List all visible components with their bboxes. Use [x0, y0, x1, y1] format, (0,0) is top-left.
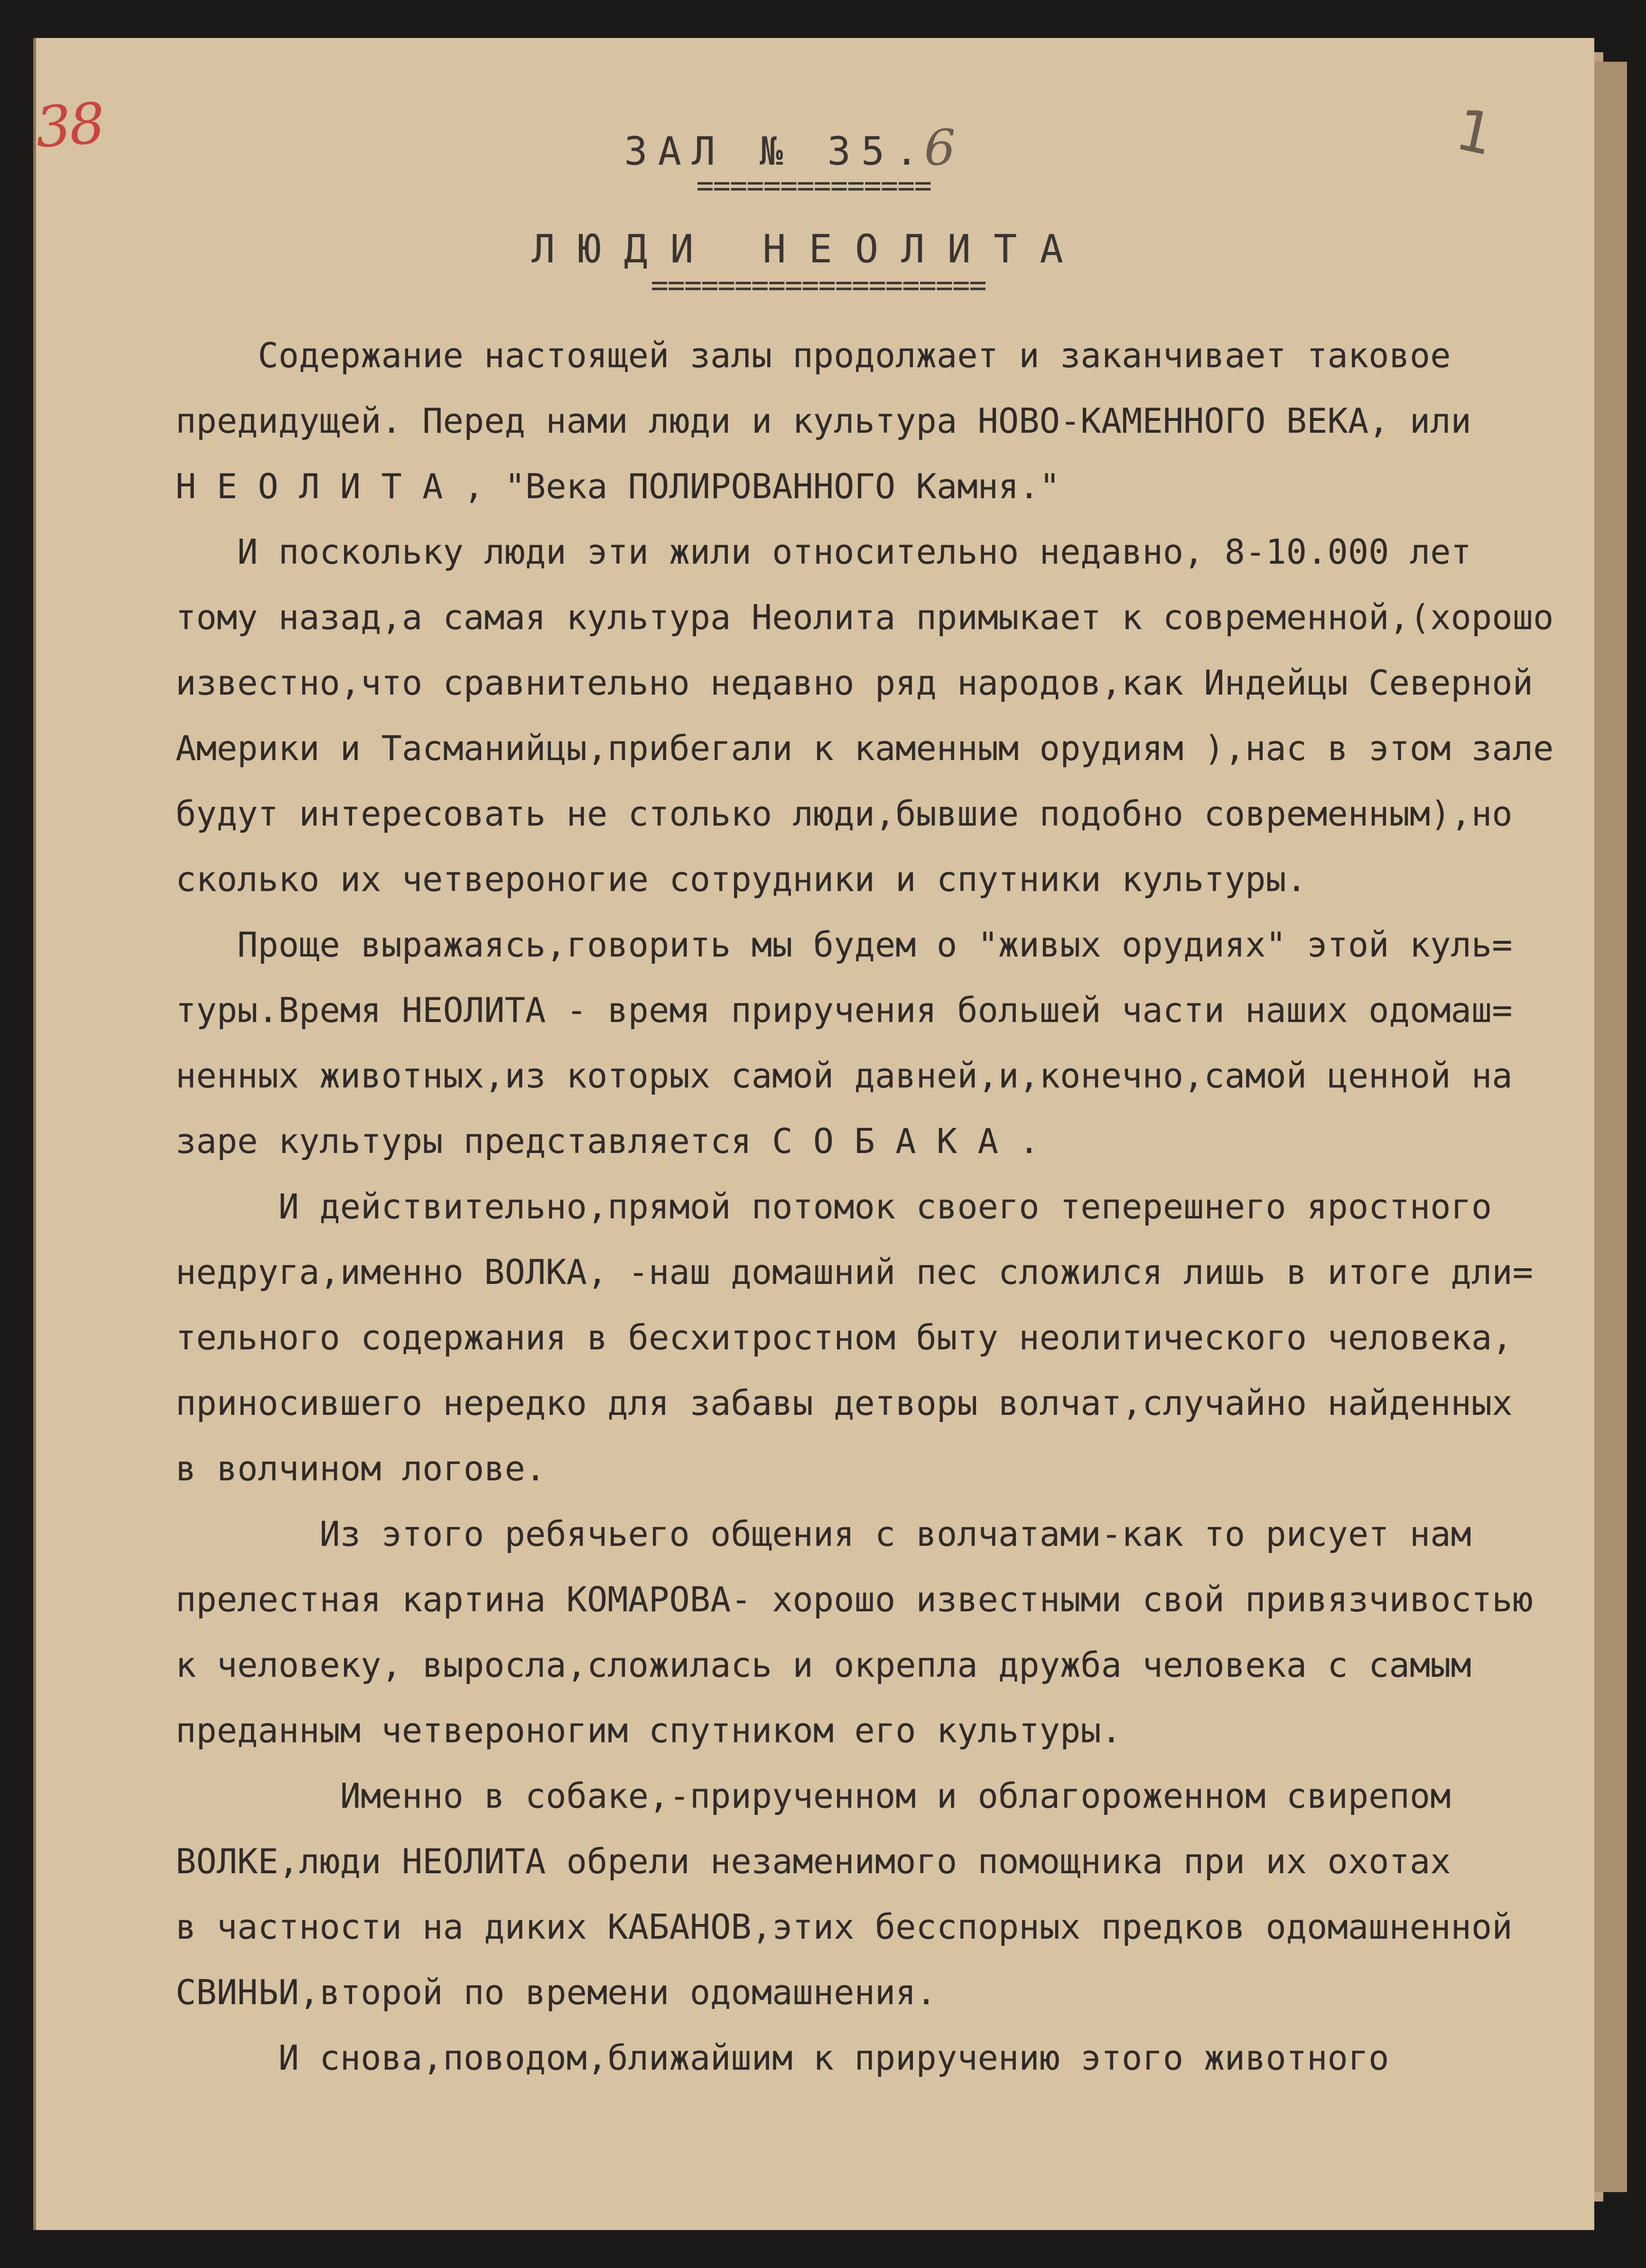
text-line: Из этого ребячьего общения с волчатами-как то рисует нам [176, 1514, 1471, 1554]
text-line: прелестная картина КОМАРОВА- хорошо известными свой привязчивостью [176, 1580, 1533, 1619]
text-line: заре культуры представляется С О Б А К А . [176, 1121, 1040, 1161]
text-line: будут интересовать не столько люди,бывшие подобно современным),но [176, 794, 1513, 834]
text-line: И поскольку люди эти жили относительно недавно, 8-10.000 лет [176, 532, 1471, 572]
text-line: в волчином логове. [176, 1449, 546, 1488]
text-line: СВИНЬИ,второй по времени одомашнения. [176, 1972, 937, 2012]
text-line: Америки и Тасманийцы,прибегали к каменным орудиям ),нас в этом зале [176, 728, 1554, 768]
text-line: известно,что сравнительно недавно ряд народов,как Индейцы Северной [176, 663, 1533, 703]
pencil-sheet-number: 1 [1450, 96, 1499, 169]
text-line: Именно в собаке,-прирученном и облагороженном свирепом [176, 1776, 1451, 1816]
text-line: предидущей. Перед нами люди и культура НОВО-КАМЕННОГО ВЕКА, или [176, 401, 1471, 441]
text-line: Н Е О Л И Т А , "Века ПОЛИРОВАННОГО Камня." [176, 466, 1060, 506]
text-line: тому назад,а самая культура Неолита примыкает к современной,(хорошо [176, 597, 1554, 637]
text-line: И действительно,прямой потомок своего теперешнего яростного [176, 1187, 1492, 1227]
title-underline: ============== [696, 168, 931, 203]
section-heading: ЛЮДИ НЕОЛИТА [531, 227, 1086, 272]
text-line: ненных животных,из которых самой давней,и,конечно,самой ценной на [176, 1056, 1513, 1096]
text-line: приносившего нередко для забавы детворы волчат,случайно найденных [176, 1383, 1513, 1423]
hall-title-handwritten-mark: 6 [924, 119, 956, 177]
text-line: тельного содержания в бесхитростном быту неолитического человека, [176, 1318, 1513, 1357]
text-line: сколько их четвероногие сотрудники и спутники культуры. [176, 859, 1307, 899]
red-page-number: 38 [33, 90, 105, 160]
text-line: к человеку, выросла,сложилась и окрепла дружба человека с самым [176, 1645, 1471, 1685]
text-line: Проще выражаясь,говорить мы будем о "живых орудиях" этой куль= [176, 925, 1513, 965]
text-line: в частности на диких КАБАНОВ,этих бесспорных предков одомашненной [176, 1907, 1513, 1947]
text-line: ВОЛКЕ,люди НЕОЛИТА обрели незаменимого помощника при их охотах [176, 1841, 1451, 1881]
text-line: Содержание настоящей залы продолжает и заканчивает таковое [176, 335, 1451, 375]
typed-body-text [176, 323, 1580, 2091]
hall-title-text: ЗАЛ № 35. [624, 129, 929, 174]
text-line: преданным четвероногим спутником его культуры. [176, 1710, 1122, 1750]
text-line: туры.Время НЕОЛИТА - время приручения большей части наших одомаш= [176, 990, 1513, 1030]
text-line: И снова,поводом,ближайшим к приручению этого животного [176, 2038, 1389, 2078]
heading-underline: ==================== [651, 268, 986, 302]
text-line: недруга,именно ВОЛКА, -наш домашний пес сложился лишь в итоге дли= [176, 1252, 1533, 1292]
